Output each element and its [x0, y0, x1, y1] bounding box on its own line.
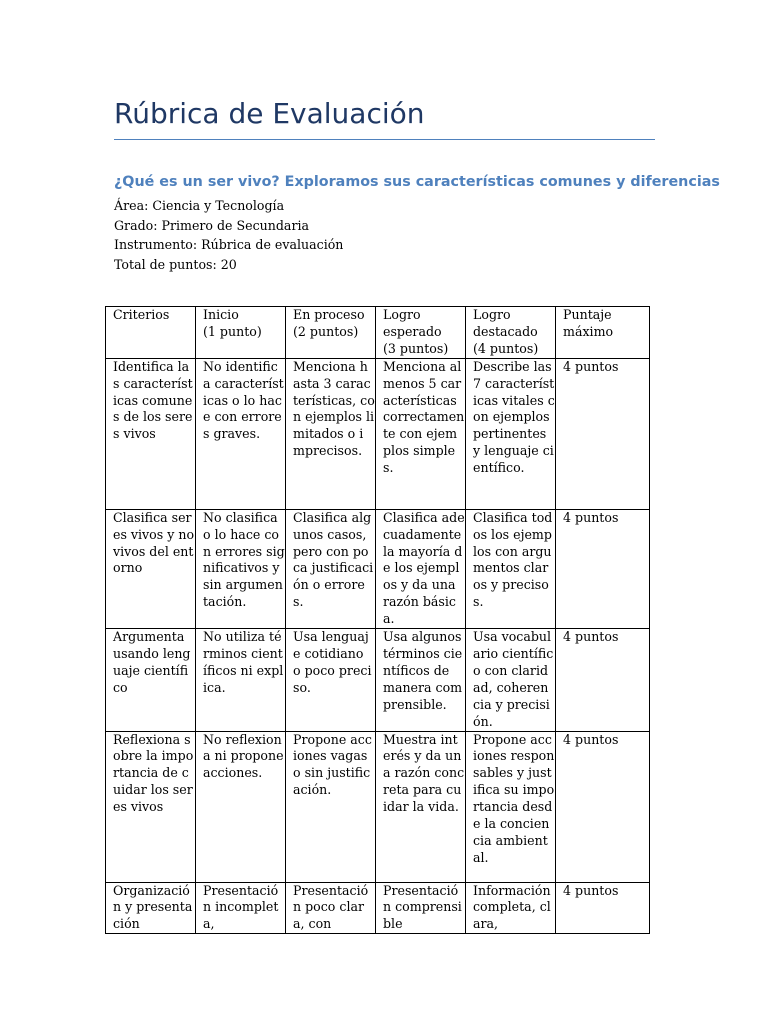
table-header-row [106, 307, 650, 359]
header-line: esperado [383, 323, 442, 339]
table-cell: Muestra interés y da una razón concreta para cuidar la vida. [376, 731, 466, 882]
meta-grade: Grado: Primero de Secundaria [114, 217, 310, 233]
header-line: Puntaje [563, 307, 612, 322]
table-cell: Menciona hasta 3 características, con ejemplos limitados o imprecisos. [286, 358, 376, 509]
table-cell: 4 puntos [556, 731, 650, 882]
meta-instrument: Instrumento: Rúbrica de evaluación [114, 237, 344, 252]
header-line: En proceso [293, 307, 365, 322]
rubric-table [105, 306, 650, 934]
table-cell: Reflexiona sobre la importancia de cuidar los seres vivos [106, 731, 196, 882]
table-cell: Identifica las características comunes de los seres vivos [106, 358, 196, 509]
header-line: Logro [383, 307, 421, 322]
table-cell: Clasifica algunos casos, pero con poca justificación o errores. [286, 509, 376, 628]
table-cell: 4 puntos [556, 629, 650, 731]
table-cell: Menciona al menos 5 características correctamente con ejemplos simples. [376, 358, 466, 509]
table-cell: No reflexiona ni propone acciones. [196, 731, 286, 882]
table-row [106, 509, 650, 628]
table-cell: Propone acciones responsables y justifica su importancia desde la conciencia ambiental. [466, 731, 556, 882]
table-cell: Usa vocabulario científico con claridad, coherencia y precisión. [466, 629, 556, 731]
page-title: Rúbrica de Evaluación [114, 97, 425, 130]
header-line: (1 punto) [203, 323, 262, 339]
header-line: (2 puntos) [293, 323, 359, 339]
table-cell: Presentación poco clara, con [286, 882, 376, 934]
header-criterios [106, 307, 196, 359]
header-line: (3 puntos) [383, 340, 449, 356]
table-cell: 4 puntos [556, 882, 650, 934]
table-row [106, 731, 650, 882]
table-cell: Usa lenguaje cotidiano o poco preciso. [286, 629, 376, 731]
table-cell: Usa algunos términos científicos de manera comprensible. [376, 629, 466, 731]
header-line: máximo [563, 323, 614, 339]
meta-total-points: Total de puntos: 20 [114, 256, 237, 272]
header-line: destacado [473, 323, 538, 339]
header-en-proceso [286, 307, 376, 359]
document-subtitle: ¿Qué es un ser vivo? Exploramos sus características comunes y diferencias [114, 174, 720, 190]
table-cell: Propone acciones vagas o sin justificación. [286, 731, 376, 882]
table-cell: No identifica características o lo hace con errores graves. [196, 358, 286, 509]
table-cell: Organización y presentación [106, 882, 196, 934]
table-cell: Información completa, clara, [466, 882, 556, 934]
header-puntaje-maximo [556, 307, 650, 359]
document-meta [114, 196, 343, 274]
table-cell: Clasifica todos los ejemplos con argumentos claros y precisos. [466, 509, 556, 628]
table-row [106, 358, 650, 509]
header-line: Inicio [203, 307, 239, 322]
header-line: Criterios [113, 307, 170, 322]
table-cell: No clasifica o lo hace con errores significativos y sin argumentación. [196, 509, 286, 628]
table-cell: Clasifica seres vivos y no vivos del entorno [106, 509, 196, 628]
table-cell: Presentación comprensible [376, 882, 466, 934]
table-cell: Argumenta usando lenguaje científico [106, 629, 196, 731]
header-line: (4 puntos) [473, 340, 539, 356]
table-cell: Clasifica adecuadamente la mayoría de los ejemplos y da una razón básica. [376, 509, 466, 628]
table-cell: Presentación incompleta, [196, 882, 286, 934]
table-cell: 4 puntos [556, 358, 650, 509]
title-underline [114, 139, 655, 140]
table-cell: Describe las 7 características vitales con ejemplos pertinentes y lenguaje científico. [466, 358, 556, 509]
table-cell: No utiliza términos científicos ni explica. [196, 629, 286, 731]
header-logro-esperado [376, 307, 466, 359]
table-row [106, 629, 650, 731]
table-cell: 4 puntos [556, 509, 650, 628]
table-row [106, 882, 650, 934]
header-inicio [196, 307, 286, 359]
meta-area: Área: Ciencia y Tecnología [114, 198, 285, 213]
header-line: Logro [473, 307, 511, 322]
header-logro-destacado [466, 307, 556, 359]
